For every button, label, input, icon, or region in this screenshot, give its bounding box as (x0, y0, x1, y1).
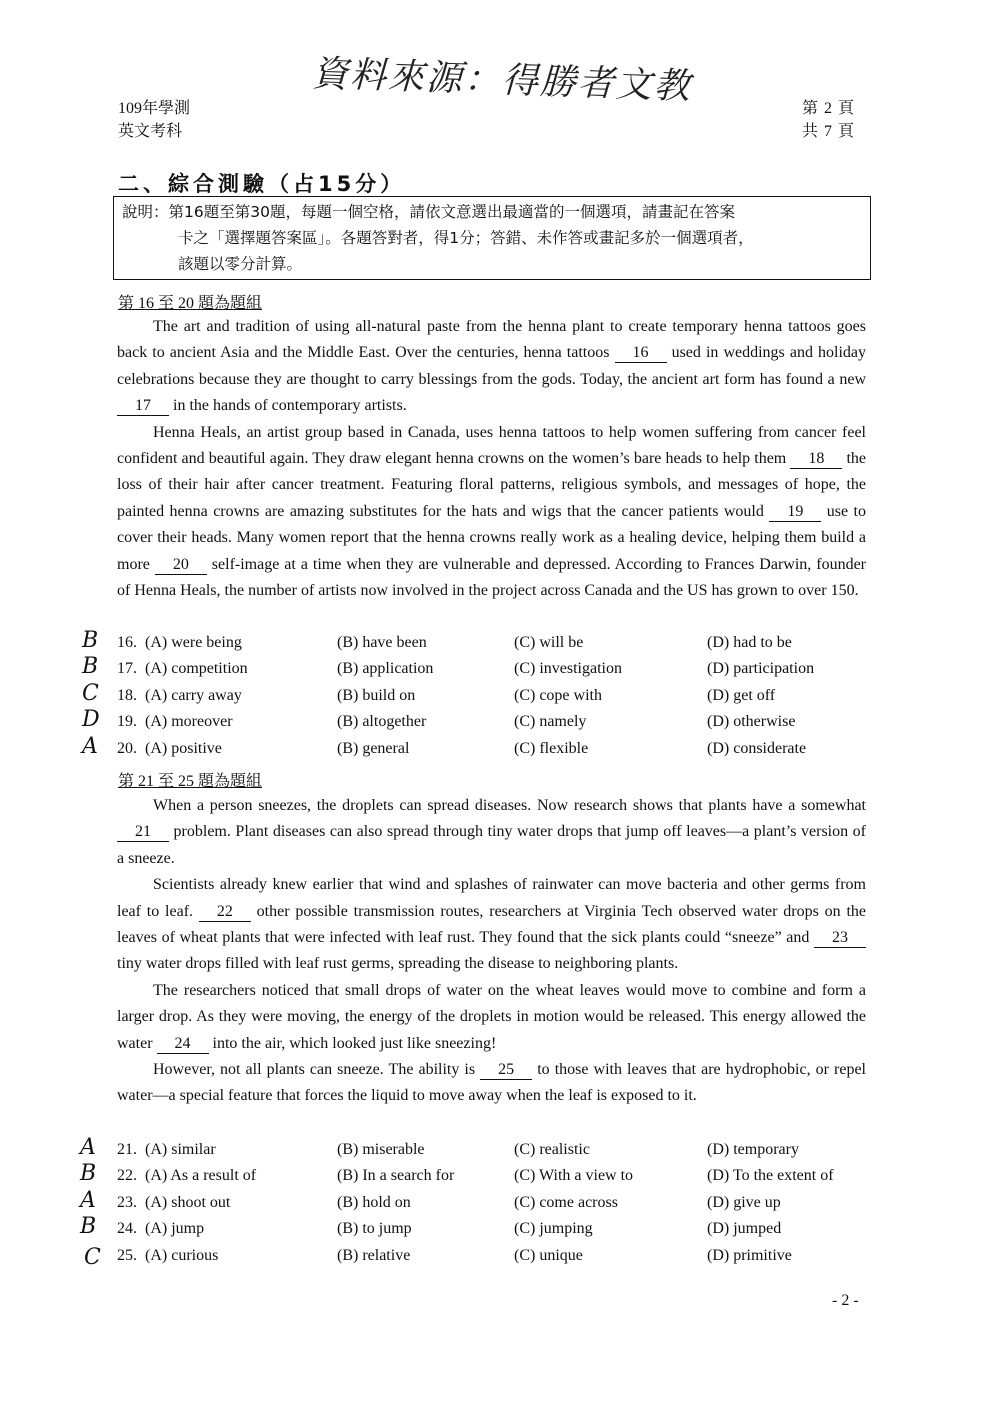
question-row (0, 1243, 992, 1269)
passage-21-25 (117, 793, 866, 1110)
blank-16: 16 (615, 344, 667, 363)
question-number: 20. (117, 739, 137, 757)
blank-20: 20 (155, 556, 207, 575)
option-c: (C) will be (514, 634, 584, 651)
section-title: 二、綜合測驗（占15分） (118, 172, 406, 196)
option-b: (B) miserable (337, 1141, 425, 1158)
option-d: (D) get off (707, 686, 776, 704)
option-a: (A) competition (145, 660, 248, 678)
handwritten-answer: A (80, 1135, 96, 1160)
option-b: (B) general (337, 739, 410, 757)
handwritten-source-note: 資料來源：得勝者文教 (311, 53, 693, 108)
question-row (0, 1137, 992, 1163)
blank-25: 25 (480, 1061, 532, 1080)
option-c: (C) unique (514, 1246, 583, 1264)
handwritten-answer: C (84, 1244, 101, 1270)
option-c: (C) come across (514, 1193, 618, 1211)
instruction-line-3: 該題以零分計算。 (178, 255, 303, 273)
option-b: (B) build on (337, 686, 416, 704)
option-b: (B) altogether (337, 713, 427, 731)
passage-paragraph: The art and tradition of using all-natural paste from the henna plant to create temporary henna tattoos goes back to ancient Asia and the Middle East. Over the centuries, henna tattoos 16 used in weddings and holiday celebrations because they are thought to carry blessings from the gods. Today, the ancient art form has found a new 17 in the hands of contemporary artists. (117, 318, 866, 415)
option-d: (D) participation (707, 660, 815, 678)
blank-22: 22 (199, 903, 251, 922)
blank-18: 18 (790, 450, 842, 469)
option-b: (B) to jump (337, 1220, 412, 1238)
option-c: (C) cope with (514, 686, 602, 704)
option-d: (D) primitive (707, 1246, 792, 1264)
passage-paragraph: Scientists already knew earlier that wind and splashes of rainwater can move bacteria and other germs from leaf to leaf. 22 other possible transmission routes, researchers at Virginia Tech observed water drops on the leaves of wheat plants that were infected with leaf rust. They found that the sick plants could “sneeze” and 23 tiny water drops filled with leaf rust germs, spreading the disease to neighboring plants. (117, 876, 867, 973)
option-b: (B) have been (337, 634, 427, 651)
handwritten-answer: B (80, 1214, 97, 1240)
option-d: (D) had to be (707, 634, 792, 651)
option-b: (B) relative (337, 1246, 411, 1264)
question-row (0, 709, 992, 735)
option-d: (D) temporary (707, 1141, 799, 1158)
option-c: (C) flexible (514, 739, 589, 757)
passage-paragraph: Henna Heals, an artist group based in Canada, uses henna tattoos to help women suffering from cancer feel confident and beautiful again. They draw elegant henna crowns on the women’s bare heads to help them 18 the loss of their hair after cancer treatment. Featuring floral patterns, religious symbols, and messages of hope, the painted henna crowns are amazing substitutes for the hats and wigs that the cancer patients would 19 use to cover their heads. Many women report that the henna crowns really work as a healing device, helping them build a more 20 self-image at a time when they are vulnerable and depressed. According to Frances Darwin, founder of Henna Heals, the number of artists now involved in the project across Canada and the US has grown to over 150. (117, 423, 866, 600)
total-pages-label: 共 7 頁 (802, 123, 856, 140)
exam-year: 109年學測 (118, 100, 191, 117)
option-d: (D) jumped (707, 1220, 782, 1238)
passage-paragraph: However, not all plants can sneeze. The ability is 25 to those with leaves that are hydrophobic, or repel water—a special feature that forces the liquid to move away when the leaf is exposed to it. (117, 1061, 866, 1105)
handwritten-answer: B (82, 628, 99, 653)
option-d: (D) otherwise (707, 713, 796, 731)
passage-paragraph: The researchers noticed that small drops of water on the wheat leaves would move to combine and form a larger drop. As they were moving, the energy of the droplets in motion would be released. This energy allowed the water 24 into the air, which looked just like sneezing! (117, 981, 866, 1052)
group-title-21-25: 第 21 至 25 題為題組 (118, 773, 263, 790)
question-row (0, 680, 992, 709)
subject-label: 英文考科 (118, 123, 183, 140)
blank-24: 24 (157, 1035, 209, 1054)
instructions-box (113, 196, 871, 280)
handwritten-answer: A (80, 1187, 96, 1213)
option-a: (A) were being (145, 634, 242, 651)
question-row (0, 656, 992, 682)
option-a: (A) As a result of (145, 1167, 257, 1185)
option-b: (B) In a search for (337, 1167, 455, 1185)
question-row (0, 1216, 992, 1242)
question-number: 24. (117, 1220, 137, 1238)
page-label: 第 2 頁 (802, 100, 856, 117)
option-c: (C) investigation (514, 660, 622, 678)
question-number: 18. (117, 686, 137, 704)
handwritten-answer: B (82, 654, 99, 680)
option-b: (B) hold on (337, 1193, 411, 1211)
group-title-16-20: 第 16 至 20 題為題組 (118, 295, 263, 312)
option-a: (A) jump (145, 1220, 205, 1238)
option-d: (D) give up (707, 1193, 781, 1211)
blank-23: 23 (814, 929, 866, 948)
page-number: - 2 - (832, 1292, 859, 1309)
question-row (0, 630, 992, 656)
option-c: (C) namely (514, 713, 587, 731)
option-a: (A) curious (145, 1246, 219, 1264)
passage-16-20 (117, 314, 866, 604)
instruction-line-2: 卡之「選擇題答案區」。各題答對者，得1分；答錯、未作答或畫記多於一個選項者， (178, 229, 754, 247)
blank-21: 21 (117, 823, 169, 842)
question-number: 25. (117, 1246, 137, 1264)
question-number: 17. (117, 660, 137, 678)
question-number: 21. (117, 1141, 137, 1158)
option-d: (D) To the extent of (707, 1167, 834, 1185)
option-c: (C) realistic (514, 1141, 590, 1158)
blank-17: 17 (117, 397, 169, 416)
option-d: (D) considerate (707, 739, 807, 757)
blank-19: 19 (769, 503, 821, 522)
option-a: (A) positive (145, 739, 222, 757)
instruction-line-1: 說明：第16題至第30題，每題一個空格，請依文意選出最適當的一個選項，請畫記在答案 (122, 203, 735, 221)
option-a: (A) carry away (145, 686, 242, 704)
question-number: 19. (117, 713, 137, 731)
option-a: (A) moreover (145, 713, 233, 731)
question-number: 16. (117, 634, 137, 651)
option-c: (C) jumping (514, 1220, 593, 1238)
question-row (0, 733, 992, 762)
handwritten-answer: B (80, 1161, 97, 1187)
handwritten-answer: D (82, 707, 100, 733)
option-a: (A) similar (145, 1141, 216, 1158)
question-number: 22. (117, 1167, 137, 1185)
option-c: (C) With a view to (514, 1167, 634, 1185)
handwritten-answer: A (82, 733, 98, 759)
question-number: 23. (117, 1193, 137, 1211)
option-a: (A) shoot out (145, 1193, 231, 1211)
passage-paragraph: When a person sneezes, the droplets can spread diseases. Now research shows that plants have a somewhat 21 problem. Plant diseases can also spread through tiny water drops that jump off leaves—a plant’s version of a sneeze. (117, 797, 866, 867)
handwritten-answer: C (82, 680, 99, 706)
question-row (0, 1163, 992, 1189)
option-b: (B) application (337, 660, 434, 678)
question-row (0, 1187, 992, 1216)
